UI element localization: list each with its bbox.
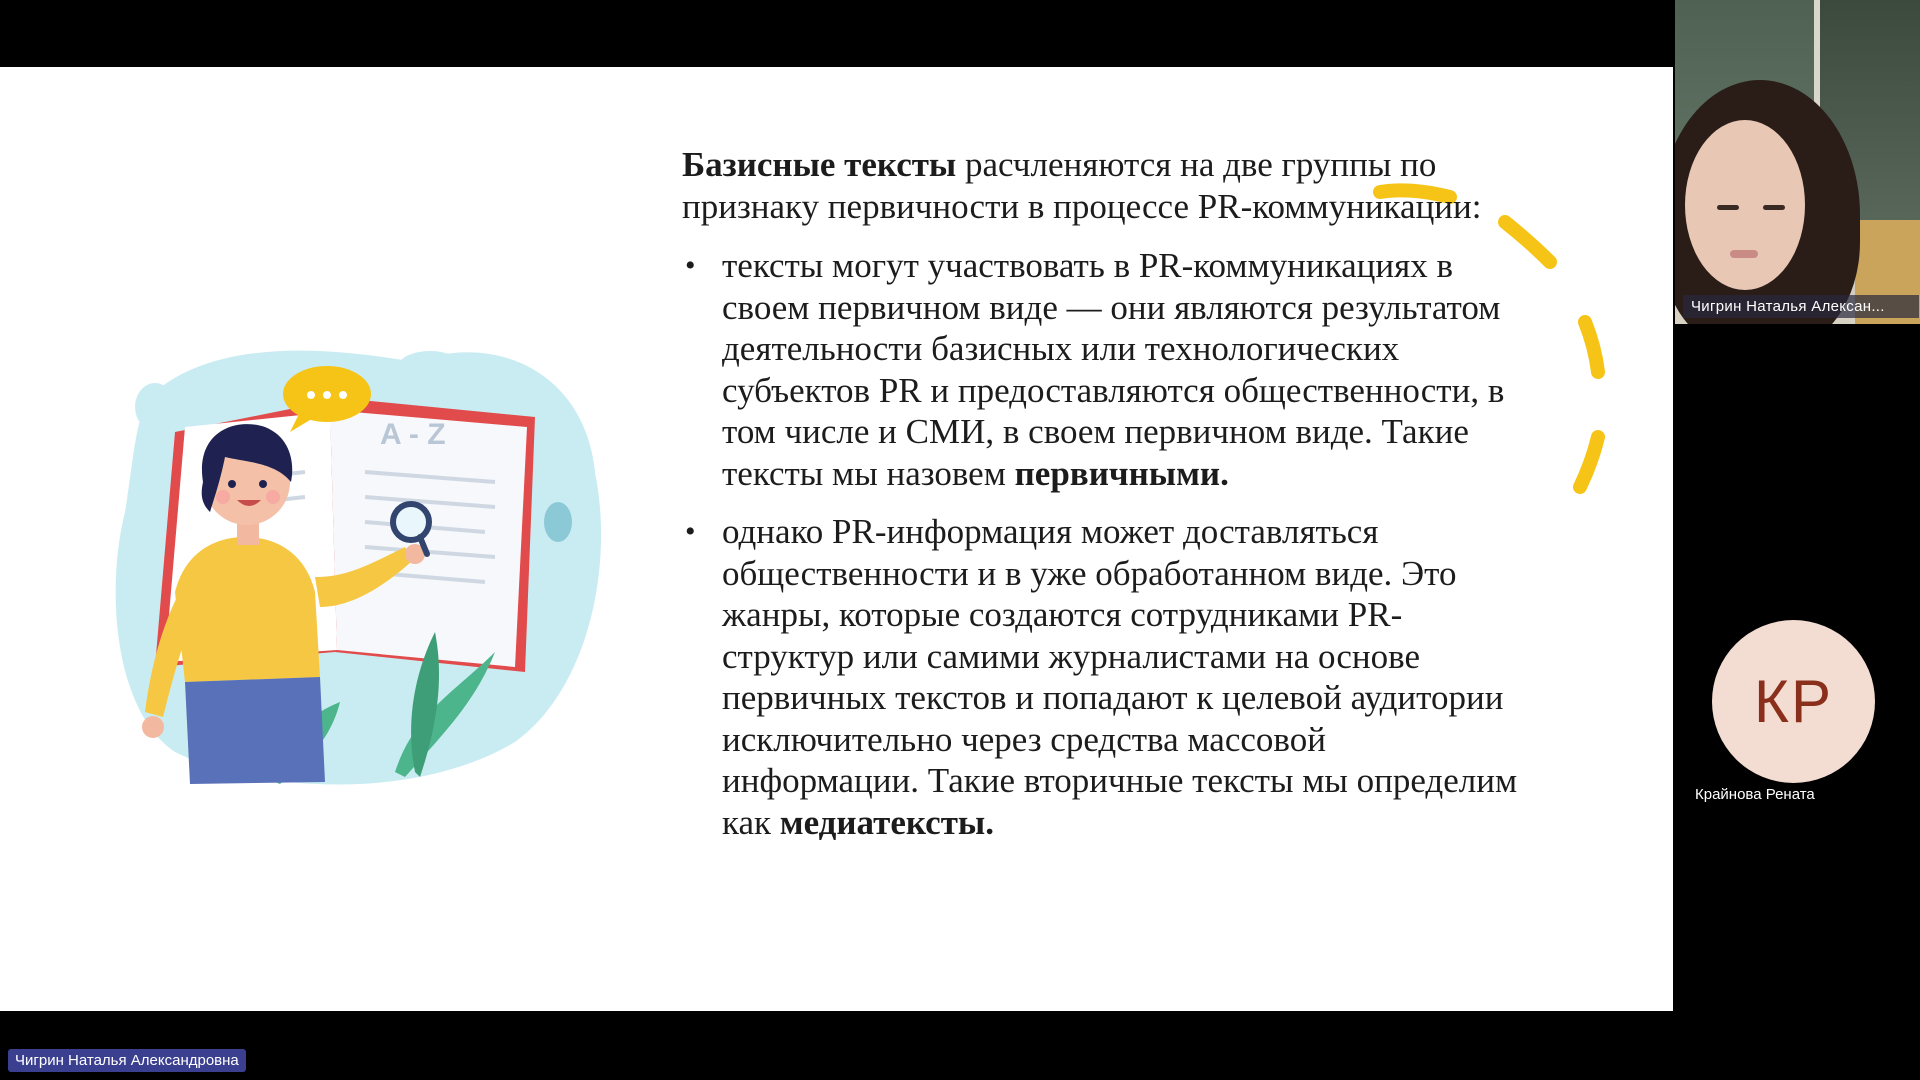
point-bold: первичными. <box>1014 453 1229 493</box>
participant-name-label: Чигрин Наталья Алексан... <box>1683 295 1919 318</box>
intro-paragraph <box>682 144 1522 227</box>
participant-name-label: Крайнова Рената <box>1695 786 1815 803</box>
bullet-icon: • <box>685 515 696 548</box>
presentation-slide <box>0 67 1673 1011</box>
participant-avatar[interactable]: КР <box>1712 620 1875 783</box>
bullet-icon: • <box>685 249 696 282</box>
participant-eye <box>1763 205 1785 210</box>
slide-text <box>682 144 1522 860</box>
book-label: A - Z <box>380 418 446 451</box>
video-tile-self[interactable] <box>1675 0 1920 324</box>
participant-face <box>1685 120 1805 290</box>
point-text: тексты могут участвовать в PR-коммуникациях в своем первичном виде — они являются результатом деятельности базисных или технологических субъектов PR и предоставляются общественности, в том числе и СМИ, в своем первичном виде. Такие тексты мы назовем <box>722 246 1505 493</box>
participant-mouth <box>1730 250 1758 258</box>
list-item <box>682 511 1522 843</box>
presenter-name-label: Чигрин Наталья Александровна <box>8 1049 246 1072</box>
bullet-list <box>682 245 1522 843</box>
point-bold: медиатексты. <box>779 802 994 842</box>
participant-eye <box>1717 205 1739 210</box>
point-text: однако PR-информация может доставляться общественности и в уже обработанном виде. Это жанры, которые создаются сотрудниками PR-структур или самими журналистами на основе первичных текстов и попадают к целевой аудитории исключительно через средства массовой информации. Такие вторичные тексты мы определим как <box>722 512 1518 842</box>
list-item <box>682 245 1522 494</box>
intro-bold: Базисные тексты <box>682 145 957 184</box>
intro-text: расчленяются на две группы по признаку первичности в процессе PR-коммуникации: <box>682 145 1482 226</box>
illustration-girl-with-book <box>115 332 615 797</box>
